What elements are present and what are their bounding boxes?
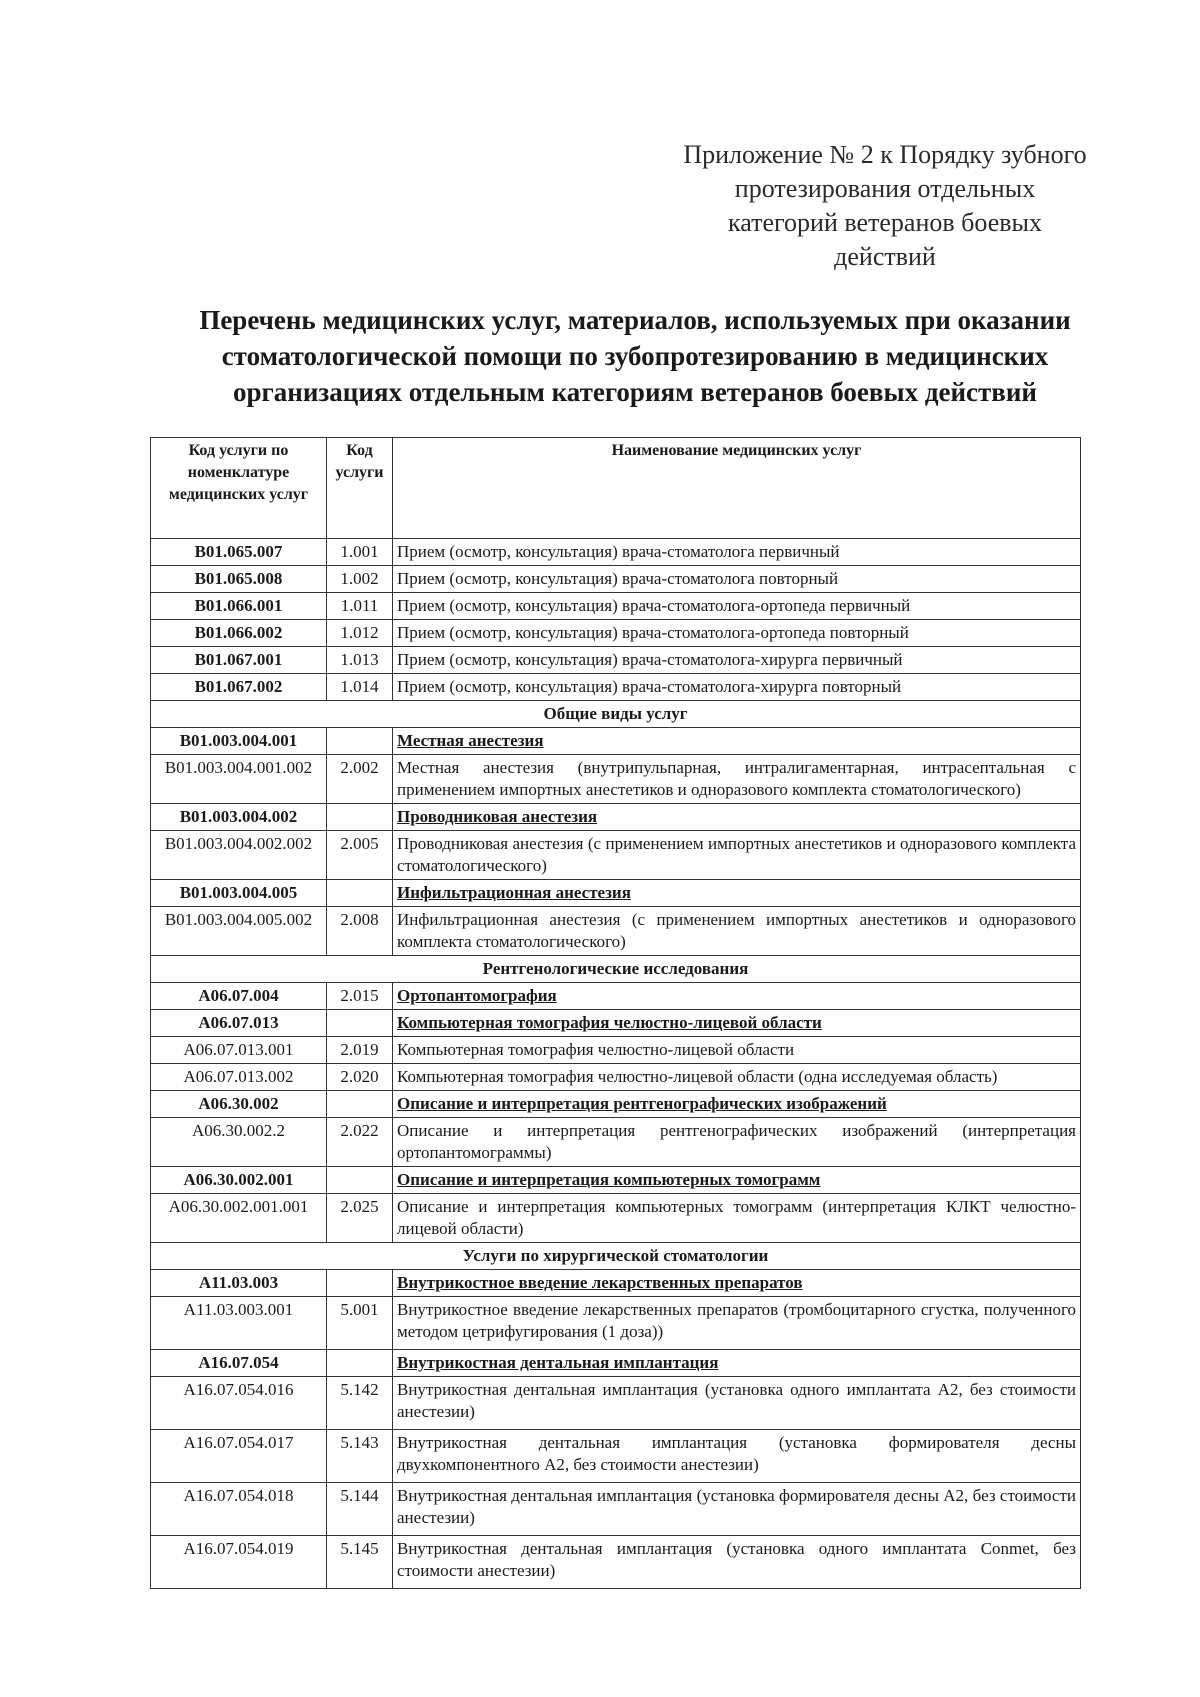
- service-name-cell: Проводниковая анестезия: [393, 804, 1081, 831]
- service-code-cell: 1.013: [327, 647, 393, 674]
- service-code-cell: 2.022: [327, 1118, 393, 1167]
- nomenclature-code-cell: B01.003.004.001.002: [151, 755, 327, 804]
- service-code-cell: [327, 804, 393, 831]
- service-name-cell: Описание и интерпретация рентгенографических изображений: [393, 1091, 1081, 1118]
- service-code-cell: 2.005: [327, 831, 393, 880]
- nomenclature-code-cell: A06.30.002.001.001: [151, 1194, 327, 1243]
- title-line: стоматологической помощи по зубопротезированию в медицинских: [221, 341, 1049, 371]
- service-name-cell: Прием (осмотр, консультация) врача-стоматолога-ортопеда повторный: [393, 620, 1081, 647]
- section-title: Рентгенологические исследования: [151, 956, 1081, 983]
- service-code-cell: 5.145: [327, 1536, 393, 1589]
- services-table: [150, 437, 1081, 1589]
- nomenclature-code-cell: B01.066.002: [151, 620, 327, 647]
- header-service-code: Код услуги: [327, 438, 393, 539]
- service-code-cell: 5.143: [327, 1430, 393, 1483]
- service-name-cell: Внутрикостная дентальная имплантация (установка одного имплантата Conmet, без стоимости анестезии): [393, 1536, 1081, 1589]
- service-name-cell: Инфильтрационная анестезия: [393, 880, 1081, 907]
- nomenclature-code-cell: B01.067.001: [151, 647, 327, 674]
- nomenclature-code-cell: A16.07.054.019: [151, 1536, 327, 1589]
- service-code-cell: [327, 1167, 393, 1194]
- group-row: [151, 880, 1081, 907]
- table-row: [151, 593, 1081, 620]
- service-code-cell: 2.002: [327, 755, 393, 804]
- service-name-cell: Проводниковая анестезия (с применением импортных анестетиков и одноразового комплекта стоматологического): [393, 831, 1081, 880]
- service-code-cell: 1.014: [327, 674, 393, 701]
- service-name-cell: Внутрикостная дентальная имплантация: [393, 1350, 1081, 1377]
- service-code-cell: 2.019: [327, 1037, 393, 1064]
- service-code-cell: [327, 1270, 393, 1297]
- service-name-cell: Компьютерная томография челюстно-лицевой области: [393, 1037, 1081, 1064]
- group-row: [151, 1091, 1081, 1118]
- service-name-cell: Прием (осмотр, консультация) врача-стоматолога-ортопеда первичный: [393, 593, 1081, 620]
- title-line: Перечень медицинских услуг, материалов, используемых при оказании: [199, 305, 1071, 335]
- appendix-line: протезирования отдельных: [734, 174, 1036, 203]
- service-code-cell: 2.025: [327, 1194, 393, 1243]
- nomenclature-code-cell: B01.003.004.002.002: [151, 831, 327, 880]
- section-title: Услуги по хирургической стоматологии: [151, 1243, 1081, 1270]
- group-row: [151, 1350, 1081, 1377]
- service-name-cell: Местная анестезия: [393, 728, 1081, 755]
- table-row: [151, 1430, 1081, 1483]
- service-code-cell: 2.015: [327, 983, 393, 1010]
- group-row: [151, 1010, 1081, 1037]
- service-name-cell: Внутрикостное введение лекарственных препаратов: [393, 1270, 1081, 1297]
- section-row: [151, 701, 1081, 728]
- nomenclature-code-cell: B01.003.004.001: [151, 728, 327, 755]
- header-service-name: Наименование медицинских услуг: [393, 438, 1081, 539]
- title-line: организациях отдельным категориям ветеранов боевых действий: [233, 377, 1037, 407]
- table-row: [151, 1037, 1081, 1064]
- service-name-cell: Прием (осмотр, консультация) врача-стоматолога первичный: [393, 539, 1081, 566]
- service-name-cell: Описание и интерпретация компьютерных томограмм (интерпретация КЛКТ челюстно-лицевой области): [393, 1194, 1081, 1243]
- service-name-cell: Внутрикостная дентальная имплантация (установка одного имплантата А2, без стоимости анестезии): [393, 1377, 1081, 1430]
- table-row: [151, 539, 1081, 566]
- nomenclature-code-cell: B01.065.007: [151, 539, 327, 566]
- nomenclature-code-cell: A16.07.054: [151, 1350, 327, 1377]
- nomenclature-code-cell: A16.07.054.016: [151, 1377, 327, 1430]
- table-row: [151, 647, 1081, 674]
- nomenclature-code-cell: B01.003.004.005: [151, 880, 327, 907]
- section-row: [151, 1243, 1081, 1270]
- service-code-cell: 1.002: [327, 566, 393, 593]
- service-code-cell: [327, 728, 393, 755]
- service-name-cell: Прием (осмотр, консультация) врача-стоматолога-хирурга повторный: [393, 674, 1081, 701]
- group-row: [151, 1167, 1081, 1194]
- group-row: [151, 983, 1081, 1010]
- service-name-cell: Компьютерная томография челюстно-лицевой области (одна исследуемая область): [393, 1064, 1081, 1091]
- service-code-cell: [327, 1091, 393, 1118]
- nomenclature-code-cell: A06.30.002.001: [151, 1167, 327, 1194]
- nomenclature-code-cell: A06.30.002.2: [151, 1118, 327, 1167]
- nomenclature-code-cell: B01.003.004.002: [151, 804, 327, 831]
- table-row: [151, 674, 1081, 701]
- group-row: [151, 728, 1081, 755]
- service-code-cell: [327, 1010, 393, 1037]
- table-header-row: [151, 438, 1081, 539]
- service-name-cell: Компьютерная томография челюстно-лицевой области: [393, 1010, 1081, 1037]
- service-name-cell: Внутрикостная дентальная имплантация (установка формирователя десны А2, без стоимости анестезии): [393, 1483, 1081, 1536]
- service-code-cell: 1.001: [327, 539, 393, 566]
- table-row: [151, 755, 1081, 804]
- group-row: [151, 1270, 1081, 1297]
- nomenclature-code-cell: A16.07.054.018: [151, 1483, 327, 1536]
- service-code-cell: 5.001: [327, 1297, 393, 1350]
- service-code-cell: [327, 1350, 393, 1377]
- service-code-cell: 2.020: [327, 1064, 393, 1091]
- service-name-cell: Прием (осмотр, консультация) врача-стоматолога-хирурга первичный: [393, 647, 1081, 674]
- service-code-cell: 5.142: [327, 1377, 393, 1430]
- table-row: [151, 1483, 1081, 1536]
- table-row: [151, 907, 1081, 956]
- table-row: [151, 831, 1081, 880]
- appendix-note: [640, 138, 1130, 274]
- service-code-cell: 5.144: [327, 1483, 393, 1536]
- service-name-cell: Местная анестезия (внутрипульпарная, интралигаментарная, интрасептальная с применением импортных анестетиков и одноразового комплекта стоматологического): [393, 755, 1081, 804]
- table-row: [151, 1297, 1081, 1350]
- service-code-cell: 1.011: [327, 593, 393, 620]
- nomenclature-code-cell: B01.065.008: [151, 566, 327, 593]
- service-name-cell: Инфильтрационная анестезия (с применением импортных анестетиков и одноразового комплекта стоматологического): [393, 907, 1081, 956]
- nomenclature-code-cell: A11.03.003.001: [151, 1297, 327, 1350]
- nomenclature-code-cell: A06.07.013: [151, 1010, 327, 1037]
- nomenclature-code-cell: A06.07.013.001: [151, 1037, 327, 1064]
- service-name-cell: Ортопантомография: [393, 983, 1081, 1010]
- table-row: [151, 1377, 1081, 1430]
- table-row: [151, 1194, 1081, 1243]
- appendix-line: действий: [834, 242, 936, 271]
- table-row: [151, 1118, 1081, 1167]
- nomenclature-code-cell: A16.07.054.017: [151, 1430, 327, 1483]
- service-name-cell: Описание и интерпретация рентгенографических изображений (интерпретация ортопантомограммы): [393, 1118, 1081, 1167]
- nomenclature-code-cell: A06.30.002: [151, 1091, 327, 1118]
- table-row: [151, 1064, 1081, 1091]
- section-title: Общие виды услуг: [151, 701, 1081, 728]
- appendix-line: категорий ветеранов боевых: [728, 208, 1042, 237]
- nomenclature-code-cell: B01.066.001: [151, 593, 327, 620]
- service-code-cell: 2.008: [327, 907, 393, 956]
- nomenclature-code-cell: B01.003.004.005.002: [151, 907, 327, 956]
- nomenclature-code-cell: A06.07.004: [151, 983, 327, 1010]
- nomenclature-code-cell: B01.067.002: [151, 674, 327, 701]
- service-code-cell: [327, 880, 393, 907]
- service-code-cell: 1.012: [327, 620, 393, 647]
- section-row: [151, 956, 1081, 983]
- appendix-line: Приложение № 2 к Порядку зубного: [683, 140, 1087, 169]
- nomenclature-code-cell: A06.07.013.002: [151, 1064, 327, 1091]
- service-name-cell: Прием (осмотр, консультация) врача-стоматолога повторный: [393, 566, 1081, 593]
- nomenclature-code-cell: A11.03.003: [151, 1270, 327, 1297]
- service-name-cell: Внутрикостное введение лекарственных препаратов (тромбоцитарного сгустка, полученного методом цетрифугирования (1 доза)): [393, 1297, 1081, 1350]
- document-title: [150, 302, 1120, 410]
- service-name-cell: Внутрикостная дентальная имплантация (установка формирователя десны двухкомпонентного А2, без стоимости анестезии): [393, 1430, 1081, 1483]
- header-nomenclature-code: Код услуги по номенклатуре медицинских услуг: [151, 438, 327, 539]
- group-row: [151, 804, 1081, 831]
- service-name-cell: Описание и интерпретация компьютерных томограмм: [393, 1167, 1081, 1194]
- table-row: [151, 566, 1081, 593]
- table-row: [151, 1536, 1081, 1589]
- table-row: [151, 620, 1081, 647]
